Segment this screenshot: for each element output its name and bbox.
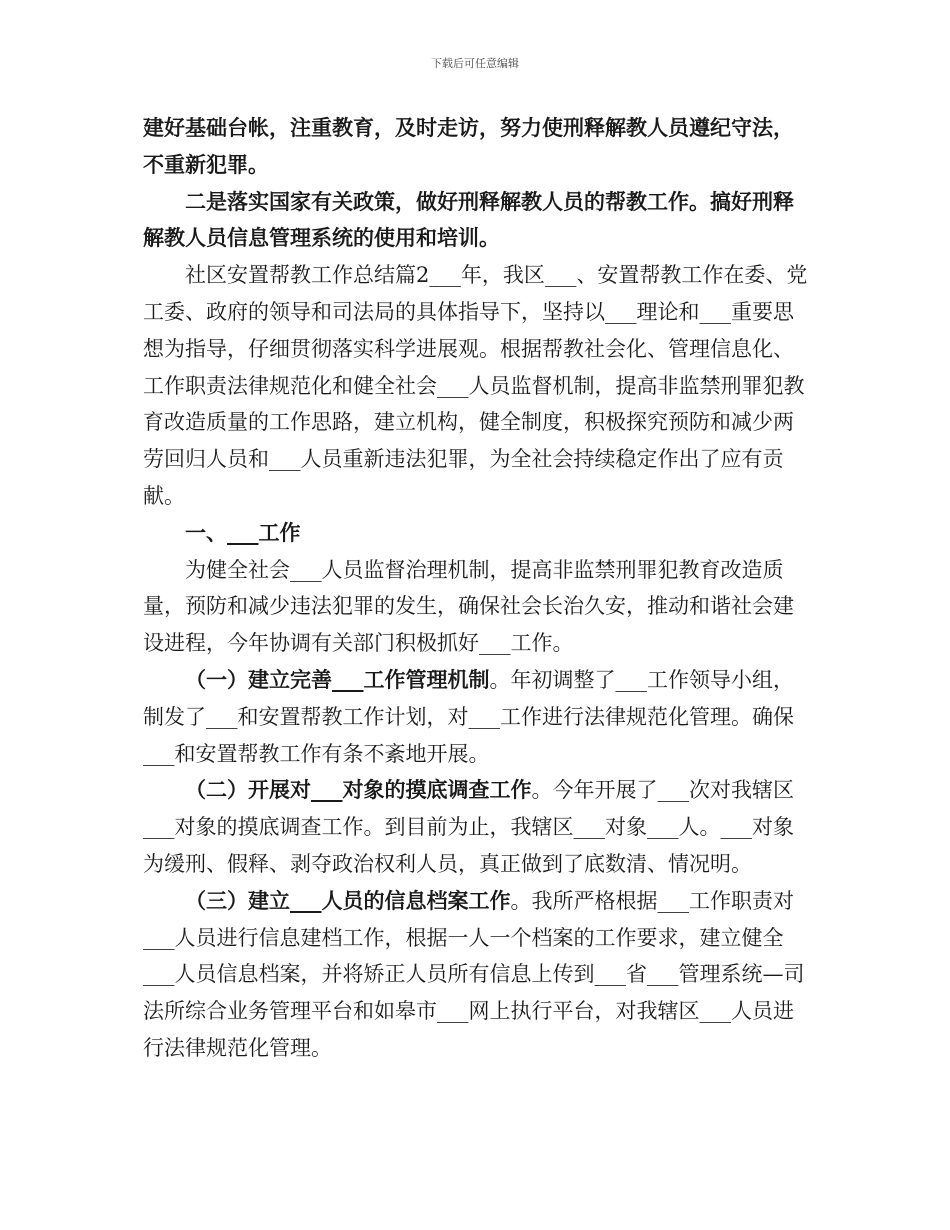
paragraph-8 [143,883,811,1067]
paragraph-6-text: 。年初调整了___工作领导小组，制发了___和安置帮教工作计划，对___工作进行法律规范化管理。确保___和安置帮教工作有条不紊地开展。 [143,667,794,766]
paragraph-1: 建好基础台帐，注重教育，及时走访，努力使刑释解教人员遵纪守法，不重新犯罪。 [143,115,794,177]
paragraph-7 [143,772,811,882]
paragraph-3: 社区安置帮教工作总结篇2___年，我区___、安置帮教工作在委、党工委、政府的领导和司法局的具体指导下，坚持以___理论和___重要思想为指导，仔细贯彻落实科学进展观。根据帮教社会化、管理信息化、工作职责法律规范化和健全社会___人员监督机制，提高非监禁刑罪犯教育改造质量的工作思路，建立机构，健全制度，积极探究预防和减少两劳回归人员和___人员重新违法犯罪，为全社会持续稳定作出了应有贡献。 [143,263,808,508]
subheading-1: （一）建立完善___工作管理机制 [185,666,490,692]
paragraph-7-text: 。今年开展了___次对我辖区___对象的摸底调查工作。到目前为止，我辖区___对象___人。___对象为缓刑、假释、剥夺政治权利人员，真正做到了底数清、情况明。 [143,778,794,876]
subheading-3: （三）建立___人员的信息档案工作 [185,887,511,913]
paragraph-6 [143,662,811,772]
page-header: 下载后可任意编辑 [431,57,519,70]
subheading-2: （二）开展对___对象的摸底调查工作 [185,777,532,803]
document-body [143,110,811,1067]
paragraph-2: 二是落实国家有关政策，做好刑释解教人员的帮教工作。搞好刑释解教人员信息管理系统的使用和培训。 [143,188,794,251]
paragraph-8-text: 。我所严格根据___工作职责对___人员进行信息建档工作，根据一人一个档案的工作要求，建立健全___人员信息档案，并将矫正人员所有信息上传到___省___管理系统—司法所综合业务管理平台和如皋市___网上执行平台，对我辖区___人员进行法律规范化管理。 [143,888,805,1060]
section-heading: 一、___工作 [185,519,301,545]
paragraph-5: 为健全社会___人员监督治理机制，提高非监禁刑罪犯教育改造质量，预防和减少违法犯罪的发生，确保社会长治久安，推动和谐社会建设进程，今年协调有关部门积极抓好___工作。 [143,557,794,656]
